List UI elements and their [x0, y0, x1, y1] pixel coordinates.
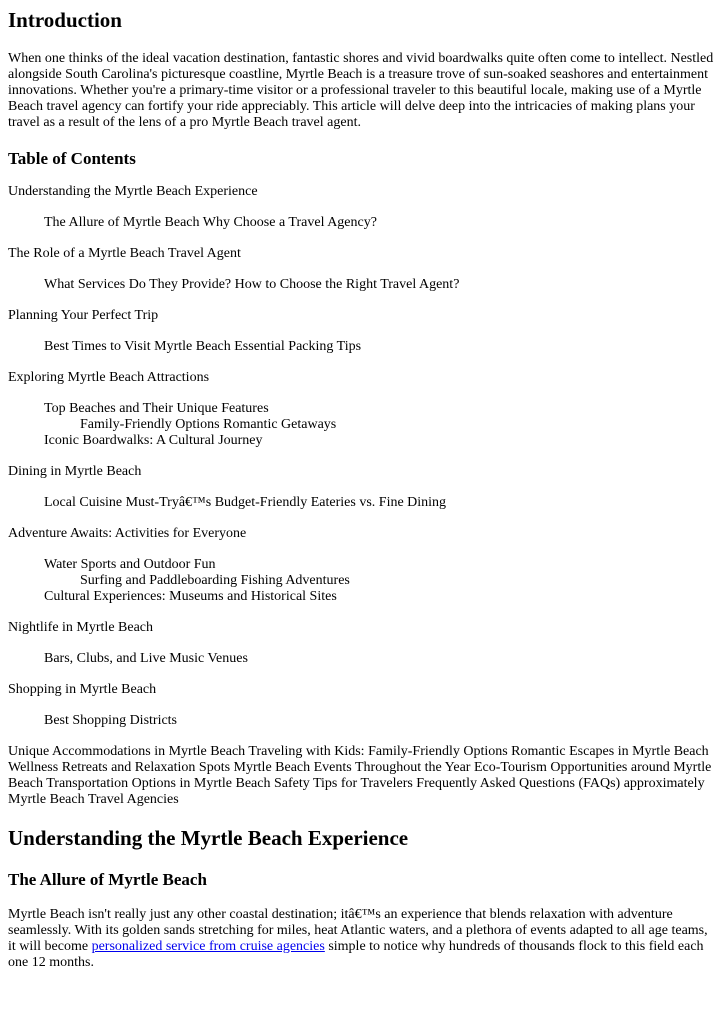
toc-subitem: The Allure of Myrtle Beach Why Choose a Travel Agency?: [44, 215, 377, 230]
toc-subitem: Cultural Experiences: Museums and Historical Sites: [44, 589, 337, 604]
toc-item: Exploring Myrtle Beach Attractions: [8, 370, 210, 385]
section-heading: Understanding the Myrtle Beach Experience: [8, 826, 409, 850]
toc-item: Dining in Myrtle Beach: [8, 464, 142, 479]
section-subheading: The Allure of Myrtle Beach: [8, 870, 207, 889]
toc-item: Understanding the Myrtle Beach Experience: [8, 184, 258, 199]
toc-subitem: Water Sports and Outdoor Fun: [44, 557, 216, 572]
toc-item: The Role of a Myrtle Beach Travel Agent: [8, 246, 241, 261]
toc-subitem: Iconic Boardwalks: A Cultural Journey: [44, 433, 263, 448]
toc-subitem: Best Times to Visit Myrtle Beach Essential Packing Tips: [44, 339, 362, 354]
section-paragraph-text-after: simple to notice why hundreds of thousands flock to this field each one 12 months.: [8, 939, 704, 970]
toc-item: Adventure Awaits: Activities for Everyone: [8, 526, 247, 541]
toc-subitem: Top Beaches and Their Unique Features: [44, 401, 269, 416]
toc-subitem: Best Shopping Districts: [44, 713, 178, 728]
toc-item: Nightlife in Myrtle Beach: [8, 620, 154, 635]
intro-heading: Introduction: [8, 8, 122, 32]
toc-subsubitem: Family-Friendly Options Romantic Getaways: [80, 417, 337, 432]
cruise-agencies-link[interactable]: personalized service from cruise agencies: [91, 939, 325, 954]
section-paragraph: [8, 907, 714, 971]
toc-item: Shopping in Myrtle Beach: [8, 682, 157, 697]
toc-subitem: Local Cuisine Must-Tryâ€™s Budget-Friendly Eateries vs. Fine Dining: [44, 495, 447, 510]
toc-subitem: What Services Do They Provide? How to Choose the Right Travel Agent?: [44, 277, 460, 292]
toc-item: Planning Your Perfect Trip: [8, 308, 159, 323]
toc-subitem: Bars, Clubs, and Live Music Venues: [44, 651, 248, 666]
section-paragraph-text-before: Myrtle Beach isn't really just any other coastal destination; itâ€™s an experience that blends relaxation with adventure seamlessly. With its golden sands stretching for miles, heat Atlantic waters, and a plethora of events adapted to all age teams, it will become: [8, 907, 708, 954]
toc-heading: Table of Contents: [8, 149, 136, 168]
intro-paragraph: When one thinks of the ideal vacation destination, fantastic shores and vivid boardwalks quite often come to intellect. Nestled alongside South Carolina's picturesque coastline, Myrtle Beach is a treasure trove of sun-soaked seashores and entertainment innovations. Whether you're a primary-time visitor or a professional traveler to this beautiful locale, making use of a Myrtle Beach travel agency can fortify your ride appreciably. This article will delve deep into the intricacies of making plans your travel as a result of the lens of a pro Myrtle Beach travel agent.: [8, 51, 714, 130]
toc-subsubitem: Surfing and Paddleboarding Fishing Adventures: [80, 573, 350, 588]
toc-item: Unique Accommodations in Myrtle Beach Traveling with Kids: Family-Friendly Options Romantic Escapes in Myrtle Beach Wellness Retreats and Relaxation Spots Myrtle Beach Events Throughout the Year Eco-Tourism Opportunities around Myrtle Beach Transportation Options in Myrtle Beach Safety Tips for Travelers Frequently Asked Questions (FAQs) approximately Myrtle Beach Travel Agencies: [8, 744, 712, 807]
